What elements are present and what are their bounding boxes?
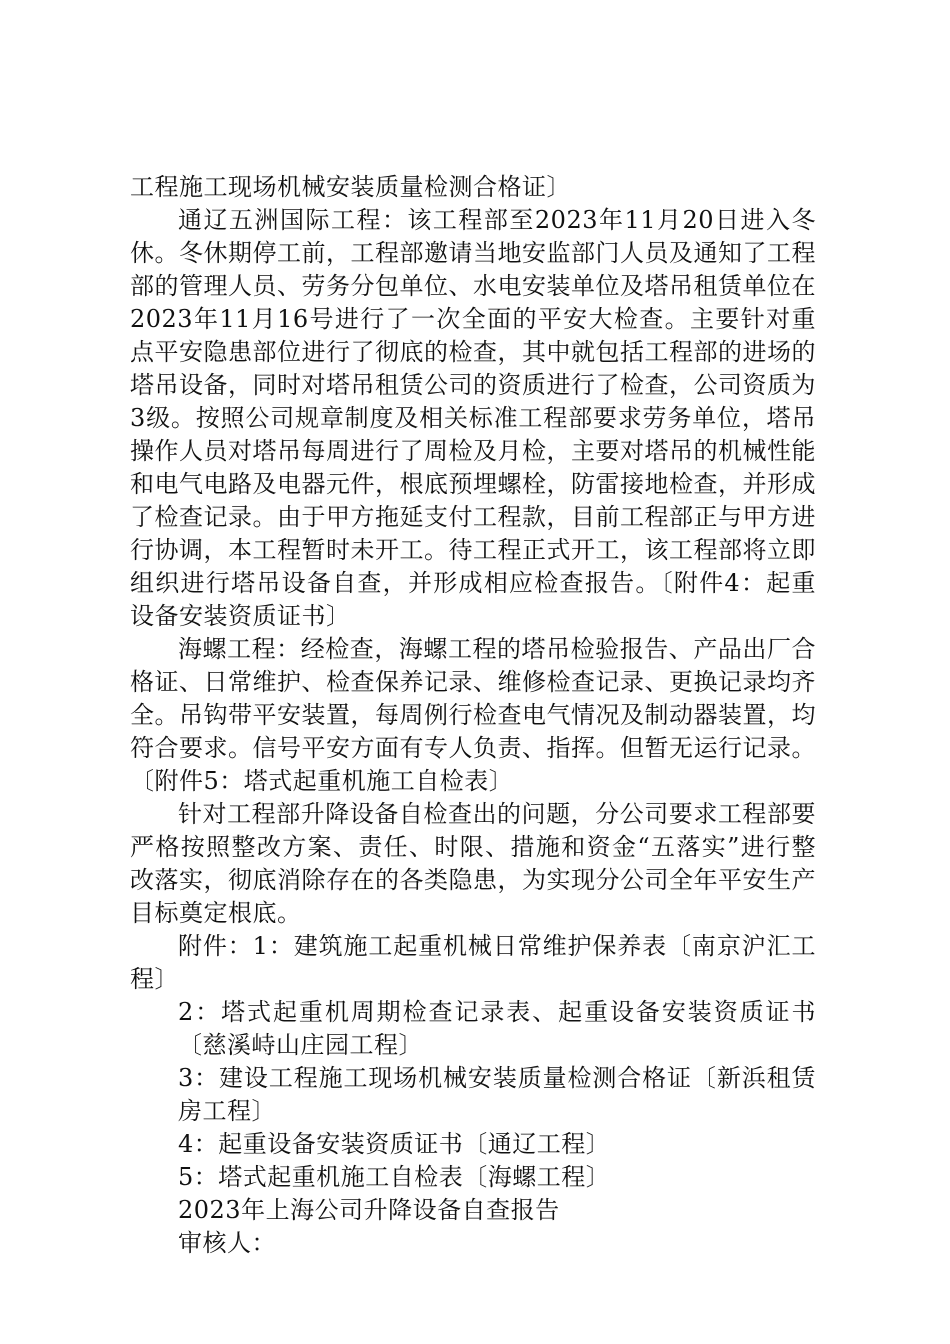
- attachment-item-4: 4：起重设备安装资质证书〔通辽工程〕: [178, 1130, 611, 1158]
- paragraph-tongliao: 通辽五洲国际工程：该工程部至2023年11月20日进入冬休。冬休期停工前，工程部邀请当地安监部门人员及通知了工程部的管理人员、劳务分包单位、水电安装单位及塔吊租赁单位在2023年11月16号进行了一次全面的平安大检查。主要针对重点平安隐患部位进行了彻底的检查，其中就包括工程部的进场的塔吊设备，同时对塔吊租赁公司的资质进行了检查，公司资质为3级。按照公司规章制度及相关标准工程部要求劳务单位，塔吊操作人员对塔吊每周进行了周检及月检，主要对塔吊的机械性能和电气电路及电器元件，根底预埋螺栓，防雷接地检查，并形成了检查记录。由于甲方拖延支付工程款，目前工程部正与甲方进行协调，本工程暂时未开工。待工程正式开工，该工程部将立即组织进行塔吊设备自查，并形成相应检查报告。〔附件4：起重设备安装资质证书〕: [130, 206, 816, 630]
- document-body: [130, 171, 816, 1260]
- attachment-item-2: 2：塔式起重机周期检查记录表、起重设备安装资质证书〔慈溪峙山庄园工程〕: [178, 998, 816, 1059]
- report-title: 2023年上海公司升降设备自查报告: [178, 1196, 560, 1224]
- attachment-item-3: 3：建设工程施工现场机械安装质量检测合格证〔新浜租赁房工程〕: [178, 1064, 816, 1125]
- attachment-item-1: 附件：1：建筑施工起重机械日常维护保养表〔南京沪汇工程〕: [130, 932, 816, 993]
- continued-line: 工程施工现场机械安装质量检测合格证〕: [130, 173, 571, 201]
- paragraph-hailuo: 海螺工程：经检查，海螺工程的塔吊检验报告、产品出厂合格证、日常维护、检查保养记录、维修检查记录、更换记录均齐全。吊钩带平安装置，每周例行检查电气情况及制动器装置，均符合要求。信号平安方面有专人负责、指挥。但暂无运行记录。〔附件5：塔式起重机施工自检表〕: [130, 635, 816, 795]
- paragraph-requirement: 针对工程部升降设备自检查出的问题，分公司要求工程部要严格按照整改方案、责任、时限、措施和资金“五落实”进行整改落实，彻底消除存在的各类隐患，为实现分公司全年平安生产目标奠定根底。: [130, 800, 816, 927]
- attachment-item-5: 5：塔式起重机施工自检表〔海螺工程〕: [178, 1163, 611, 1191]
- reviewer-label: 审核人：: [178, 1229, 276, 1257]
